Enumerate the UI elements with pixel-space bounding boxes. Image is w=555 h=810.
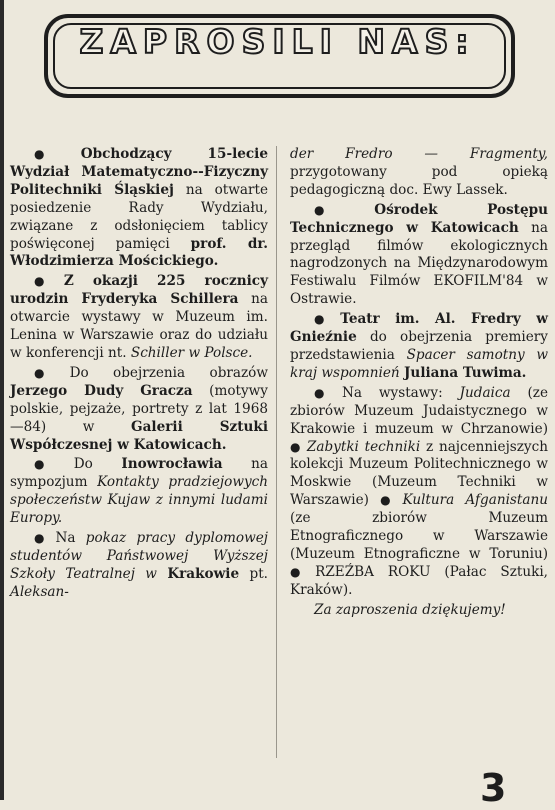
announcement-7-author: Juliana Tuwima.	[404, 364, 527, 381]
announcement-1	[10, 146, 268, 271]
announcement-1-text: na otwarte posiedzenie Rady Wydziału, związane z odsłonięciem tablicy poświęconej pamięci	[10, 181, 269, 252]
bullet-icon: ●	[290, 439, 302, 454]
announcement-8-exhibit-4: RZEŹBA ROKU (Pałac Sztuki, Kraków).	[290, 563, 548, 598]
page-number: 3	[480, 766, 507, 810]
announcement-8-source-1: (ze zbiorów Muzeum Judaistycznego w Krakowie i muzeum w Chrzanowie)	[290, 384, 548, 437]
announcement-5-city: Krakowie	[167, 565, 240, 582]
bullet-icon: ●	[34, 274, 59, 289]
scan-edge	[0, 0, 4, 800]
announcement-4-city: Inowrocławia	[121, 456, 223, 473]
bullet-icon: ●	[34, 147, 76, 161]
closing-thanks	[290, 602, 548, 620]
announcement-3-artist: Jerzego Dudy Gracza	[10, 382, 193, 399]
announcement-8	[290, 385, 548, 600]
bullet-icon: ●	[380, 493, 398, 508]
announcement-7	[290, 311, 548, 383]
left-column	[10, 146, 268, 604]
page-title: ZAPROSILI NAS:	[79, 22, 476, 61]
announcement-3-gallery: Galerii Sztuki Współczesnej w Katowicach.	[10, 418, 269, 453]
right-column	[290, 146, 548, 622]
announcement-6-org: Ośrodek Postępu Technicznego w Katowicach	[290, 201, 548, 236]
announcement-8-source-2: z najcenniejszych kolekcji Muzeum Politechnicznego w Moskwie (Muzeum Techniki w Warszawie)	[290, 438, 548, 509]
announcement-5	[10, 530, 268, 602]
bullet-icon: ●	[34, 365, 65, 380]
announcement-6-text: na przegląd filmów ekologicznych nagrodzonych na Międzynarodowym Festiwalu Filmów EKOFILM'84 w Ostrawie.	[290, 219, 548, 308]
bullet-icon: ●	[314, 312, 336, 327]
announcement-1-org: Obchodzący 15-lecie Wydział Matematyczno--Fizyczny Politechniki Śląskiej	[10, 146, 268, 198]
announcement-8-source-3: (ze zbiorów Muzeum Etnograficznego w Warszawie (Muzeum Etnograficzne w Toruniu)	[290, 510, 548, 562]
announcement-8-exhibit-3: Kultura Afganistanu	[402, 492, 548, 509]
announcement-2-topic: Schiller w Polsce.	[130, 344, 253, 361]
announcement-5-supervision: przygotowany pod opieką pedagogiczną doc. Ewy Lassek.	[290, 163, 548, 198]
announcement-5-text-2: pt.	[249, 565, 268, 582]
announcement-5-continued	[290, 146, 548, 200]
announcement-6	[290, 202, 548, 309]
announcement-7-play: Spacer samotny w kraj wspomnień	[290, 346, 548, 381]
announcement-4-text: Do	[73, 456, 93, 473]
announcement-8-exhibit-1: Judaica	[459, 384, 511, 401]
announcement-7-text: do obejrzenia premiery przedstawienia	[290, 329, 548, 363]
announcement-4-text-2: na sympozjum	[10, 456, 268, 491]
announcement-4-topic: Kontakty pradziejowych społeczeństw Kujaw z innymi ludami Europy.	[10, 474, 268, 527]
announcement-2-text: na otwarcie wystawy w Muzeum im. Lenina w Warszawie oraz do udziału w konferencji nt.	[10, 291, 268, 361]
bullet-icon: ●	[290, 564, 311, 579]
announcement-3-text: Do obejrzenia obrazów	[69, 364, 268, 381]
announcement-8-text: Na wystawy:	[342, 384, 443, 401]
announcement-2	[10, 273, 268, 363]
announcement-3-details: (motywy polskie, pejzaże, portrety z lat 1968—84) w	[10, 382, 268, 435]
bullet-icon: ●	[314, 385, 338, 400]
bullet-icon: ●	[34, 531, 51, 546]
bullet-icon: ●	[314, 202, 370, 217]
announcement-8-exhibit-2: Zabytki techniki	[306, 438, 421, 455]
announcement-7-theatre: Teatr im. Al. Fredry w Gnieźnie	[290, 311, 548, 346]
announcement-2-occasion: Z okazji 225 rocznicy urodzin Fryderyka Schillera	[10, 273, 268, 308]
column-divider	[276, 146, 277, 758]
bullet-icon: ●	[34, 457, 69, 472]
announcement-5-text: Na	[55, 530, 76, 547]
announcement-4	[10, 456, 268, 528]
announcement-5-title-start: Aleksan-	[10, 583, 69, 600]
announcement-1-person: prof. dr. Włodzimierza Mościckiego.	[10, 235, 268, 270]
announcement-3	[10, 365, 268, 455]
announcement-5-title-end: der Fredro — Fragmenty,	[290, 146, 548, 162]
closing-thanks-text: Za zaproszenia dziękujemy!	[314, 601, 506, 618]
announcement-5-event: pokaz pracy dyplomowej studentów Państwowej Wyższej Szkoły Teatralnej w	[10, 530, 268, 582]
